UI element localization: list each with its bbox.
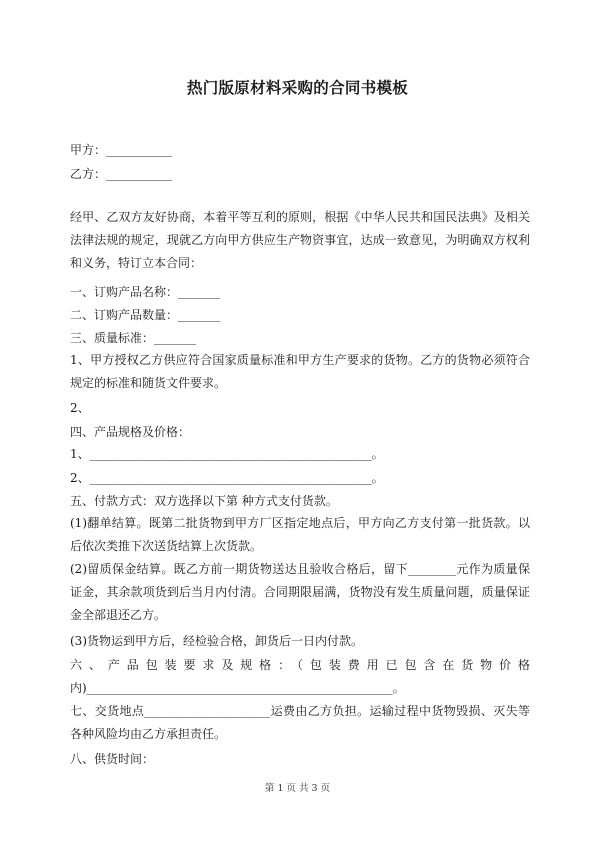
quality-item-1: 1、甲方授权乙方供应符合国家质量标准和甲方生产要求的货物。乙方的货物必须符合规定的标准和随货文件要求。 xyxy=(70,353,530,390)
party-a-line: 甲方：___________ xyxy=(70,143,173,157)
clause-2-product-quantity: 二、订购产品数量：_______ xyxy=(70,308,221,322)
intro-paragraph: 经甲、乙双方友好协商，本着平等互利的原则，根据《中华人民共和国民法典》及相关法律法规的规定，现就乙方向甲方供应生产物资事宜，达成一致意见，为明确双方权利和义务，特订立本合同： xyxy=(70,210,530,270)
spec-item-1: 1、_______________________________________________。 xyxy=(70,447,384,461)
clause-3-quality-standard: 三、质量标准：_______ xyxy=(70,331,197,345)
document-title: 热门版原材料采购的合同书模板 xyxy=(186,79,409,97)
clause-6-packaging: 六、产品包装要求及规格：（包装费用已包含在货物价格 xyxy=(70,658,530,672)
quality-item-2: 2、 xyxy=(70,401,90,415)
payment-option-1: (1)翻单结算。既第二批货物到甲方厂区指定地点后，甲方向乙方支付第一批货款。以后依次类推下次送货结算上次货款。 xyxy=(70,516,530,553)
spec-item-2: 2、_______________________________________________。 xyxy=(70,471,384,485)
payment-option-3: (3)货物运到甲方后，经检验合格，卸货后一日内付款。 xyxy=(70,634,364,648)
party-b-line: 乙方：___________ xyxy=(70,167,173,181)
page-footer: 第 1 页 共 3 页 xyxy=(264,783,331,794)
clause-7-delivery-place: 七、交货地点_____________________运费由乙方负担。运输过程中货物毁损、灭失等各种风险均由乙方承担责任。 xyxy=(70,704,530,741)
clause-5-payment: 五、付款方式：双方选择以下第 种方式支付货款。 xyxy=(70,494,338,508)
payment-option-2: (2)留质保金结算。既乙方前一期货物送达且验收合格后，留下________元作为质量保证金，其余款项货到后当月内付清。合同期限届满，货物没有发生质量问题，质量保证金全部退还乙方。 xyxy=(70,562,530,622)
clause-8-delivery-time: 八、供货时间： xyxy=(70,752,155,766)
clause-4-spec-price: 四、产品规格及价格： xyxy=(70,425,191,439)
clause-6-packaging-cont: 内)___________________________________________________。 xyxy=(70,681,405,695)
clause-1-product-name: 一、订购产品名称：_______ xyxy=(70,285,221,299)
